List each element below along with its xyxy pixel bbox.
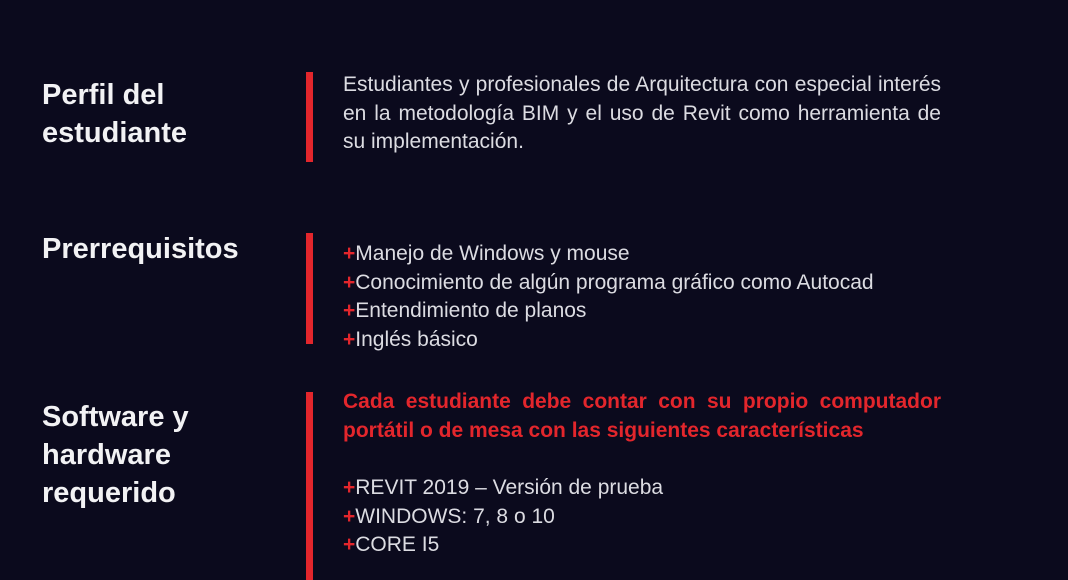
plus-icon: + xyxy=(343,242,356,265)
list-item xyxy=(343,269,941,298)
list-item xyxy=(343,531,941,560)
list-item xyxy=(343,503,941,532)
list-item-text: Conocimiento de algún programa gráfico como Autocad xyxy=(355,270,874,294)
list-item-text: Entendimiento de planos xyxy=(355,299,587,322)
plus-icon: + xyxy=(343,504,356,528)
prerrequisitos-list xyxy=(343,240,941,354)
prerrequisitos-list-container xyxy=(343,240,941,354)
list-item-text: REVIT 2019 – Versión de prueba xyxy=(355,476,664,499)
software-list xyxy=(343,474,941,560)
list-item xyxy=(343,240,941,269)
plus-icon: + xyxy=(343,299,356,322)
plus-icon: + xyxy=(343,327,356,351)
list-item xyxy=(343,297,941,326)
section-title-perfil: Perfil del estudiante xyxy=(42,79,188,149)
plus-icon: + xyxy=(343,476,356,499)
section-divider-perfil xyxy=(306,72,313,162)
list-item xyxy=(343,474,941,503)
list-item-text: WINDOWS: 7, 8 o 10 xyxy=(355,504,555,528)
list-item-text: Manejo de Windows y mouse xyxy=(355,242,630,265)
software-content xyxy=(343,388,941,560)
software-notice: Cada estudiante debe contar con su propio computador portátil o de mesa con las siguientes características xyxy=(343,390,941,442)
section-divider-software xyxy=(306,392,313,580)
plus-icon: + xyxy=(343,533,356,556)
section-title-prerrequisitos: Prerrequisitos xyxy=(42,233,239,265)
section-title-software: Software y hardware requerido xyxy=(42,401,189,509)
list-item xyxy=(343,326,941,355)
list-item-text: CORE I5 xyxy=(355,533,440,556)
section-divider-prerrequisitos xyxy=(306,233,313,344)
list-item-text: Inglés básico xyxy=(355,327,478,351)
plus-icon: + xyxy=(343,270,356,294)
perfil-description: Estudiantes y profesionales de Arquitectura con especial interés en la metodología BIM y el uso de Revit como herramienta de su implementación. xyxy=(343,73,941,153)
